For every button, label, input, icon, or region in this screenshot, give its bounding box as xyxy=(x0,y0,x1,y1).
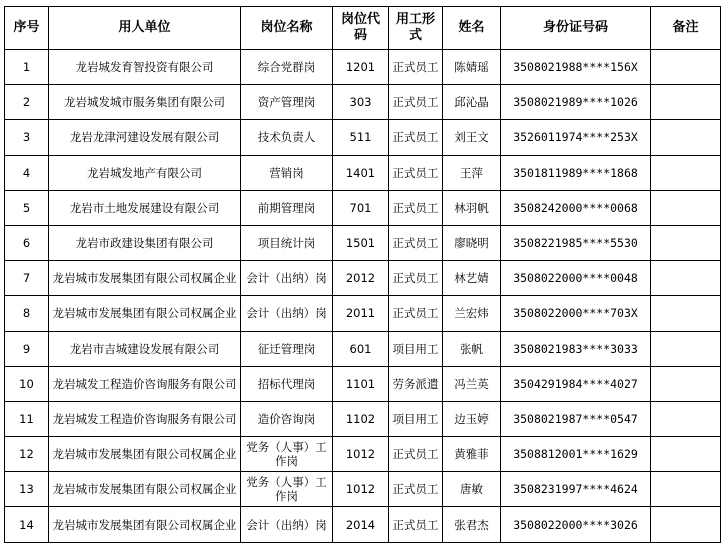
cell-code: 601 xyxy=(333,331,389,366)
cell-code: 1012 xyxy=(333,437,389,472)
cell-post: 造价咨询岗 xyxy=(241,401,333,436)
cell-id-number: 3508812001****1629 xyxy=(501,437,651,472)
cell-type: 正式员工 xyxy=(389,155,443,190)
cell-note xyxy=(651,366,721,401)
cell-id-number: 3508221985****5530 xyxy=(501,225,651,260)
cell-post: 营销岗 xyxy=(241,155,333,190)
table-row xyxy=(5,366,721,401)
cell-note xyxy=(651,401,721,436)
cell-name: 刘王文 xyxy=(443,120,501,155)
cell-unit: 龙岩城市发展集团有限公司权属企业 xyxy=(49,507,241,542)
table-row xyxy=(5,120,721,155)
cell-unit: 龙岩城市发展集团有限公司权属企业 xyxy=(49,296,241,331)
cell-seq: 4 xyxy=(5,155,49,190)
cell-note xyxy=(651,225,721,260)
cell-id-number: 3504291984****4027 xyxy=(501,366,651,401)
cell-id-number: 3508021987****0547 xyxy=(501,401,651,436)
cell-post: 党务（人事）工作岗 xyxy=(241,472,333,507)
table-header xyxy=(5,7,721,50)
table-row xyxy=(5,296,721,331)
header-id: 身份证号码 xyxy=(501,7,651,50)
cell-note xyxy=(651,50,721,85)
cell-name: 张帆 xyxy=(443,331,501,366)
cell-seq: 1 xyxy=(5,50,49,85)
cell-name: 边玉婷 xyxy=(443,401,501,436)
cell-type: 劳务派遣 xyxy=(389,366,443,401)
cell-type: 正式员工 xyxy=(389,507,443,542)
table-row xyxy=(5,50,721,85)
cell-post: 党务（人事）工作岗 xyxy=(241,437,333,472)
cell-code: 2012 xyxy=(333,261,389,296)
employee-roster-table xyxy=(4,6,721,543)
cell-note xyxy=(651,507,721,542)
cell-id-number: 3508021989****1026 xyxy=(501,85,651,120)
header-type: 用工形式 xyxy=(389,7,443,50)
cell-type: 正式员工 xyxy=(389,472,443,507)
cell-name: 陈婧瑶 xyxy=(443,50,501,85)
cell-code: 1102 xyxy=(333,401,389,436)
cell-id-number: 3508022000****0048 xyxy=(501,261,651,296)
cell-code: 1501 xyxy=(333,225,389,260)
cell-post: 会计（出纳）岗 xyxy=(241,261,333,296)
header-seq: 序号 xyxy=(5,7,49,50)
table-row xyxy=(5,155,721,190)
cell-seq: 8 xyxy=(5,296,49,331)
cell-seq: 3 xyxy=(5,120,49,155)
cell-seq: 6 xyxy=(5,225,49,260)
cell-post: 会计（出纳）岗 xyxy=(241,507,333,542)
cell-type: 正式员工 xyxy=(389,50,443,85)
cell-name: 冯兰英 xyxy=(443,366,501,401)
header-unit: 用人单位 xyxy=(49,7,241,50)
header-name: 姓名 xyxy=(443,7,501,50)
header-row xyxy=(5,7,721,50)
cell-note xyxy=(651,190,721,225)
cell-post: 前期管理岗 xyxy=(241,190,333,225)
cell-post: 技术负责人 xyxy=(241,120,333,155)
cell-note xyxy=(651,85,721,120)
cell-id-number: 3508231997****4624 xyxy=(501,472,651,507)
cell-unit: 龙岩城发城市服务集团有限公司 xyxy=(49,85,241,120)
cell-note xyxy=(651,472,721,507)
cell-id-number: 3526011974****253X xyxy=(501,120,651,155)
header-post: 岗位名称 xyxy=(241,7,333,50)
cell-id-number: 3508021988****156X xyxy=(501,50,651,85)
cell-seq: 2 xyxy=(5,85,49,120)
cell-code: 1401 xyxy=(333,155,389,190)
cell-type: 正式员工 xyxy=(389,120,443,155)
cell-code: 2014 xyxy=(333,507,389,542)
cell-post: 招标代理岗 xyxy=(241,366,333,401)
cell-unit: 龙岩城发育智投资有限公司 xyxy=(49,50,241,85)
cell-seq: 9 xyxy=(5,331,49,366)
cell-seq: 13 xyxy=(5,472,49,507)
cell-code: 1101 xyxy=(333,366,389,401)
cell-unit: 龙岩龙津河建设发展有限公司 xyxy=(49,120,241,155)
cell-post: 征迁管理岗 xyxy=(241,331,333,366)
header-note: 备注 xyxy=(651,7,721,50)
cell-id-number: 3501811989****1868 xyxy=(501,155,651,190)
cell-post: 综合党群岗 xyxy=(241,50,333,85)
cell-type: 正式员工 xyxy=(389,437,443,472)
cell-code: 701 xyxy=(333,190,389,225)
cell-post: 资产管理岗 xyxy=(241,85,333,120)
header-code: 岗位代码 xyxy=(333,7,389,50)
cell-type: 正式员工 xyxy=(389,225,443,260)
cell-name: 王萍 xyxy=(443,155,501,190)
cell-unit: 龙岩市吉城建设发展有限公司 xyxy=(49,331,241,366)
cell-unit: 龙岩城发地产有限公司 xyxy=(49,155,241,190)
cell-name: 林艺婧 xyxy=(443,261,501,296)
cell-seq: 7 xyxy=(5,261,49,296)
cell-type: 正式员工 xyxy=(389,85,443,120)
cell-post: 会计（出纳）岗 xyxy=(241,296,333,331)
cell-seq: 5 xyxy=(5,190,49,225)
cell-seq: 11 xyxy=(5,401,49,436)
cell-note xyxy=(651,331,721,366)
cell-unit: 龙岩城发工程造价咨询服务有限公司 xyxy=(49,401,241,436)
cell-type: 项目用工 xyxy=(389,401,443,436)
cell-id-number: 3508022000****703X xyxy=(501,296,651,331)
cell-unit: 龙岩市政建设集团有限公司 xyxy=(49,225,241,260)
table-body xyxy=(5,50,721,543)
cell-seq: 10 xyxy=(5,366,49,401)
cell-type: 项目用工 xyxy=(389,331,443,366)
cell-id-number: 3508242000****0068 xyxy=(501,190,651,225)
cell-seq: 14 xyxy=(5,507,49,542)
cell-code: 1012 xyxy=(333,472,389,507)
table-row xyxy=(5,190,721,225)
cell-seq: 12 xyxy=(5,437,49,472)
cell-type: 正式员工 xyxy=(389,296,443,331)
cell-note xyxy=(651,155,721,190)
cell-code: 2011 xyxy=(333,296,389,331)
cell-type: 正式员工 xyxy=(389,261,443,296)
cell-note xyxy=(651,120,721,155)
cell-name: 黄雅菲 xyxy=(443,437,501,472)
cell-name: 林羽帆 xyxy=(443,190,501,225)
cell-note xyxy=(651,437,721,472)
cell-code: 1201 xyxy=(333,50,389,85)
cell-type: 正式员工 xyxy=(389,190,443,225)
cell-id-number: 3508021983****3033 xyxy=(501,331,651,366)
cell-name: 廖晓明 xyxy=(443,225,501,260)
cell-id-number: 3508022000****3026 xyxy=(501,507,651,542)
cell-code: 511 xyxy=(333,120,389,155)
table-row xyxy=(5,507,721,542)
table-row xyxy=(5,331,721,366)
cell-note xyxy=(651,296,721,331)
cell-unit: 龙岩城市发展集团有限公司权属企业 xyxy=(49,261,241,296)
table-row xyxy=(5,401,721,436)
cell-post: 项目统计岗 xyxy=(241,225,333,260)
cell-name: 张君杰 xyxy=(443,507,501,542)
table-row xyxy=(5,261,721,296)
table-row xyxy=(5,472,721,507)
cell-unit: 龙岩市土地发展建设有限公司 xyxy=(49,190,241,225)
cell-unit: 龙岩城市发展集团有限公司权属企业 xyxy=(49,437,241,472)
table-row xyxy=(5,85,721,120)
cell-name: 兰宏炜 xyxy=(443,296,501,331)
table-row xyxy=(5,225,721,260)
cell-unit: 龙岩城市发展集团有限公司权属企业 xyxy=(49,472,241,507)
cell-code: 303 xyxy=(333,85,389,120)
cell-name: 邱沁晶 xyxy=(443,85,501,120)
cell-name: 唐敏 xyxy=(443,472,501,507)
table-row xyxy=(5,437,721,472)
cell-unit: 龙岩城发工程造价咨询服务有限公司 xyxy=(49,366,241,401)
cell-note xyxy=(651,261,721,296)
